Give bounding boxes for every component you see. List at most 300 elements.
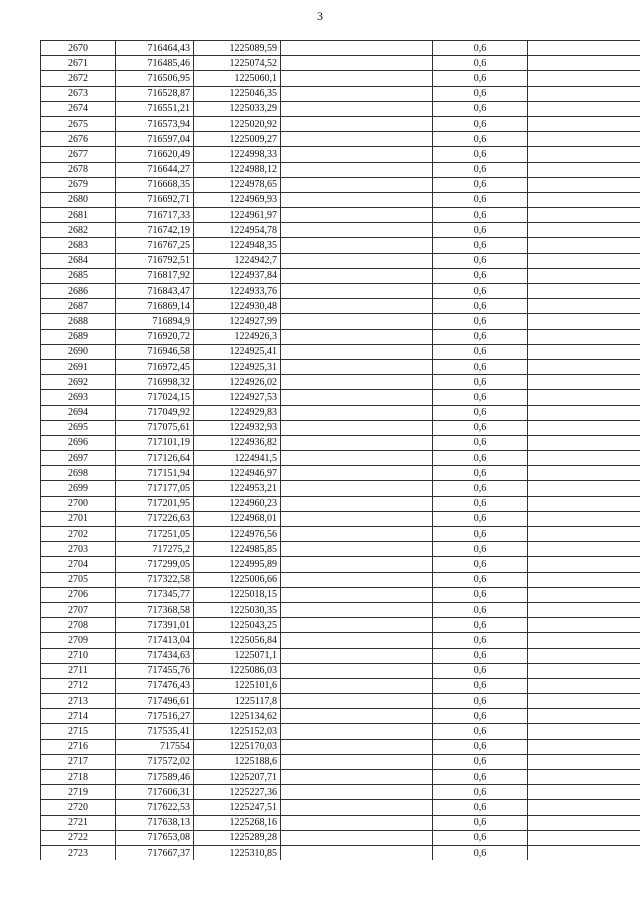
table-row (41, 101, 640, 116)
value-cell: 0,6 (433, 648, 528, 663)
empty-cell (528, 253, 640, 268)
x-coordinate-cell: 716946,58 (116, 344, 194, 359)
x-coordinate-cell: 717075,61 (116, 420, 194, 435)
x-coordinate-cell: 717251,05 (116, 527, 194, 542)
table-row (41, 56, 640, 71)
empty-cell (281, 845, 433, 860)
y-coordinate-cell: 1224953,21 (194, 481, 281, 496)
x-coordinate-cell: 716817,92 (116, 268, 194, 283)
value-cell: 0,6 (433, 754, 528, 769)
empty-cell (281, 192, 433, 207)
value-cell: 0,6 (433, 785, 528, 800)
value-cell: 0,6 (433, 527, 528, 542)
point-number-cell: 2698 (41, 466, 116, 481)
y-coordinate-cell: 1225152,03 (194, 724, 281, 739)
point-number-cell: 2682 (41, 223, 116, 238)
empty-cell (528, 466, 640, 481)
table-row (41, 830, 640, 845)
empty-cell (528, 177, 640, 192)
table-row (41, 800, 640, 815)
x-coordinate-cell: 717322,58 (116, 572, 194, 587)
value-cell: 0,6 (433, 451, 528, 466)
empty-cell (528, 238, 640, 253)
empty-cell (528, 754, 640, 769)
empty-cell (281, 754, 433, 769)
point-number-cell: 2678 (41, 162, 116, 177)
empty-cell (528, 284, 640, 299)
y-coordinate-cell: 1224976,56 (194, 527, 281, 542)
point-number-cell: 2686 (41, 284, 116, 299)
x-coordinate-cell: 717299,05 (116, 557, 194, 572)
empty-cell (281, 208, 433, 223)
value-cell: 0,6 (433, 557, 528, 572)
table-row (41, 177, 640, 192)
empty-cell (281, 770, 433, 785)
point-number-cell: 2703 (41, 542, 116, 557)
empty-cell (281, 299, 433, 314)
y-coordinate-cell: 1224942,7 (194, 253, 281, 268)
value-cell: 0,6 (433, 694, 528, 709)
empty-cell (281, 71, 433, 86)
table-row (41, 405, 640, 420)
table-row (41, 770, 640, 785)
table-row (41, 815, 640, 830)
point-number-cell: 2702 (41, 527, 116, 542)
empty-cell (281, 314, 433, 329)
y-coordinate-cell: 1225188,6 (194, 754, 281, 769)
y-coordinate-cell: 1225310,85 (194, 845, 281, 860)
point-number-cell: 2711 (41, 663, 116, 678)
value-cell: 0,6 (433, 390, 528, 405)
y-coordinate-cell: 1224954,78 (194, 223, 281, 238)
empty-cell (528, 739, 640, 754)
empty-cell (528, 648, 640, 663)
empty-cell (528, 527, 640, 542)
table-row (41, 678, 640, 693)
x-coordinate-cell: 716792,51 (116, 253, 194, 268)
y-coordinate-cell: 1225006,66 (194, 572, 281, 587)
point-number-cell: 2685 (41, 268, 116, 283)
value-cell: 0,6 (433, 633, 528, 648)
x-coordinate-cell: 717226,63 (116, 511, 194, 526)
empty-cell (528, 329, 640, 344)
x-coordinate-cell: 716506,95 (116, 71, 194, 86)
y-coordinate-cell: 1224960,23 (194, 496, 281, 511)
table-row (41, 162, 640, 177)
value-cell: 0,6 (433, 572, 528, 587)
x-coordinate-cell: 716597,04 (116, 132, 194, 147)
value-cell: 0,6 (433, 435, 528, 450)
empty-cell (528, 633, 640, 648)
empty-cell (528, 572, 640, 587)
x-coordinate-cell: 717024,15 (116, 390, 194, 405)
point-number-cell: 2680 (41, 192, 116, 207)
y-coordinate-cell: 1224932,93 (194, 420, 281, 435)
point-number-cell: 2677 (41, 147, 116, 162)
empty-cell (528, 709, 640, 724)
point-number-cell: 2674 (41, 101, 116, 116)
x-coordinate-cell: 717177,05 (116, 481, 194, 496)
empty-cell (528, 481, 640, 496)
value-cell: 0,6 (433, 815, 528, 830)
empty-cell (281, 223, 433, 238)
empty-cell (528, 132, 640, 147)
table-row (41, 754, 640, 769)
table-row (41, 527, 640, 542)
page-number: 3 (317, 9, 323, 23)
table-row (41, 587, 640, 602)
y-coordinate-cell: 1225170,03 (194, 739, 281, 754)
empty-cell (528, 147, 640, 162)
point-number-cell: 2721 (41, 815, 116, 830)
value-cell: 0,6 (433, 71, 528, 86)
value-cell: 0,6 (433, 177, 528, 192)
empty-cell (528, 496, 640, 511)
table-row (41, 208, 640, 223)
point-number-cell: 2706 (41, 587, 116, 602)
table-row (41, 663, 640, 678)
x-coordinate-cell: 717622,53 (116, 800, 194, 815)
y-coordinate-cell: 1224937,84 (194, 268, 281, 283)
empty-cell (528, 602, 640, 617)
point-number-cell: 2693 (41, 390, 116, 405)
empty-cell (528, 208, 640, 223)
empty-cell (281, 147, 433, 162)
empty-cell (528, 830, 640, 845)
value-cell: 0,6 (433, 284, 528, 299)
table-row (41, 41, 640, 56)
table-row (41, 284, 640, 299)
table-row (41, 845, 640, 860)
x-coordinate-cell: 716573,94 (116, 116, 194, 131)
value-cell: 0,6 (433, 344, 528, 359)
point-number-cell: 2694 (41, 405, 116, 420)
table-row (41, 86, 640, 101)
value-cell: 0,6 (433, 511, 528, 526)
table-row (41, 375, 640, 390)
x-coordinate-cell: 716668,35 (116, 177, 194, 192)
table-row (41, 694, 640, 709)
y-coordinate-cell: 1224925,31 (194, 359, 281, 374)
x-coordinate-cell: 717101,19 (116, 435, 194, 450)
y-coordinate-cell: 1225207,71 (194, 770, 281, 785)
y-coordinate-cell: 1225020,92 (194, 116, 281, 131)
empty-cell (528, 678, 640, 693)
y-coordinate-cell: 1224936,82 (194, 435, 281, 450)
table-row (41, 359, 640, 374)
empty-cell (528, 420, 640, 435)
x-coordinate-cell: 717151,94 (116, 466, 194, 481)
x-coordinate-cell: 716869,14 (116, 299, 194, 314)
value-cell: 0,6 (433, 602, 528, 617)
x-coordinate-cell: 716717,33 (116, 208, 194, 223)
point-number-cell: 2687 (41, 299, 116, 314)
value-cell: 0,6 (433, 86, 528, 101)
value-cell: 0,6 (433, 420, 528, 435)
empty-cell (281, 633, 433, 648)
empty-cell (281, 678, 433, 693)
value-cell: 0,6 (433, 830, 528, 845)
empty-cell (281, 359, 433, 374)
empty-cell (528, 390, 640, 405)
empty-cell (528, 618, 640, 633)
point-number-cell: 2689 (41, 329, 116, 344)
x-coordinate-cell: 717606,31 (116, 785, 194, 800)
x-coordinate-cell: 716528,87 (116, 86, 194, 101)
x-coordinate-cell: 716894,9 (116, 314, 194, 329)
empty-cell (281, 572, 433, 587)
point-number-cell: 2676 (41, 132, 116, 147)
y-coordinate-cell: 1224988,12 (194, 162, 281, 177)
empty-cell (281, 329, 433, 344)
value-cell: 0,6 (433, 329, 528, 344)
coordinates-table-body (41, 41, 640, 861)
value-cell: 0,6 (433, 375, 528, 390)
empty-cell (281, 557, 433, 572)
x-coordinate-cell: 717345,77 (116, 587, 194, 602)
point-number-cell: 2690 (41, 344, 116, 359)
value-cell: 0,6 (433, 208, 528, 223)
empty-cell (528, 770, 640, 785)
x-coordinate-cell: 716843,47 (116, 284, 194, 299)
value-cell: 0,6 (433, 663, 528, 678)
empty-cell (281, 694, 433, 709)
table-row (41, 724, 640, 739)
table-row (41, 390, 640, 405)
table-row (41, 223, 640, 238)
y-coordinate-cell: 1225009,27 (194, 132, 281, 147)
y-coordinate-cell: 1224985,85 (194, 542, 281, 557)
point-number-cell: 2723 (41, 845, 116, 860)
empty-cell (281, 602, 433, 617)
empty-cell (281, 451, 433, 466)
empty-cell (281, 709, 433, 724)
table-row (41, 238, 640, 253)
x-coordinate-cell: 717638,13 (116, 815, 194, 830)
y-coordinate-cell: 1224978,65 (194, 177, 281, 192)
x-coordinate-cell: 717049,92 (116, 405, 194, 420)
empty-cell (528, 268, 640, 283)
value-cell: 0,6 (433, 223, 528, 238)
table-row (41, 648, 640, 663)
value-cell: 0,6 (433, 405, 528, 420)
y-coordinate-cell: 1224998,33 (194, 147, 281, 162)
table-row (41, 451, 640, 466)
x-coordinate-cell: 716464,43 (116, 41, 194, 56)
y-coordinate-cell: 1224926,3 (194, 329, 281, 344)
point-number-cell: 2716 (41, 739, 116, 754)
y-coordinate-cell: 1225101,6 (194, 678, 281, 693)
value-cell: 0,6 (433, 496, 528, 511)
x-coordinate-cell: 716692,71 (116, 192, 194, 207)
y-coordinate-cell: 1225227,36 (194, 785, 281, 800)
x-coordinate-cell: 716551,21 (116, 101, 194, 116)
point-number-cell: 2691 (41, 359, 116, 374)
empty-cell (528, 56, 640, 71)
empty-cell (281, 785, 433, 800)
y-coordinate-cell: 1225071,1 (194, 648, 281, 663)
table-row (41, 314, 640, 329)
table-row (41, 299, 640, 314)
value-cell: 0,6 (433, 770, 528, 785)
y-coordinate-cell: 1225033,29 (194, 101, 281, 116)
y-coordinate-cell: 1224961,97 (194, 208, 281, 223)
empty-cell (281, 132, 433, 147)
empty-cell (281, 466, 433, 481)
table-row (41, 618, 640, 633)
table-row (41, 329, 640, 344)
point-number-cell: 2679 (41, 177, 116, 192)
point-number-cell: 2705 (41, 572, 116, 587)
x-coordinate-cell: 717572,02 (116, 754, 194, 769)
empty-cell (528, 542, 640, 557)
empty-cell (281, 527, 433, 542)
empty-cell (528, 314, 640, 329)
y-coordinate-cell: 1225074,52 (194, 56, 281, 71)
empty-cell (528, 71, 640, 86)
point-number-cell: 2681 (41, 208, 116, 223)
empty-cell (528, 724, 640, 739)
empty-cell (528, 587, 640, 602)
value-cell: 0,6 (433, 724, 528, 739)
point-number-cell: 2713 (41, 694, 116, 709)
table-row (41, 344, 640, 359)
empty-cell (281, 177, 433, 192)
empty-cell (281, 724, 433, 739)
value-cell: 0,6 (433, 238, 528, 253)
empty-cell (281, 648, 433, 663)
table-row (41, 709, 640, 724)
table-row (41, 466, 640, 481)
y-coordinate-cell: 1224927,53 (194, 390, 281, 405)
x-coordinate-cell: 716972,45 (116, 359, 194, 374)
empty-cell (528, 785, 640, 800)
y-coordinate-cell: 1224925,41 (194, 344, 281, 359)
value-cell: 0,6 (433, 41, 528, 56)
value-cell: 0,6 (433, 299, 528, 314)
empty-cell (281, 587, 433, 602)
table-row (41, 268, 640, 283)
y-coordinate-cell: 1225117,8 (194, 694, 281, 709)
point-number-cell: 2683 (41, 238, 116, 253)
empty-cell (281, 253, 433, 268)
y-coordinate-cell: 1224933,76 (194, 284, 281, 299)
value-cell: 0,6 (433, 800, 528, 815)
x-coordinate-cell: 717413,04 (116, 633, 194, 648)
table-row (41, 132, 640, 147)
value-cell: 0,6 (433, 268, 528, 283)
y-coordinate-cell: 1224946,97 (194, 466, 281, 481)
empty-cell (281, 405, 433, 420)
empty-cell (281, 815, 433, 830)
point-number-cell: 2720 (41, 800, 116, 815)
value-cell: 0,6 (433, 56, 528, 71)
y-coordinate-cell: 1225289,28 (194, 830, 281, 845)
x-coordinate-cell: 716644,27 (116, 162, 194, 177)
table-row (41, 192, 640, 207)
x-coordinate-cell: 717368,58 (116, 602, 194, 617)
point-number-cell: 2707 (41, 602, 116, 617)
empty-cell (528, 694, 640, 709)
empty-cell (281, 830, 433, 845)
y-coordinate-cell: 1225089,59 (194, 41, 281, 56)
x-coordinate-cell: 717201,95 (116, 496, 194, 511)
point-number-cell: 2696 (41, 435, 116, 450)
value-cell: 0,6 (433, 678, 528, 693)
empty-cell (281, 101, 433, 116)
point-number-cell: 2722 (41, 830, 116, 845)
x-coordinate-cell: 717589,46 (116, 770, 194, 785)
y-coordinate-cell: 1225056,84 (194, 633, 281, 648)
empty-cell (281, 268, 433, 283)
empty-cell (528, 86, 640, 101)
empty-cell (281, 496, 433, 511)
x-coordinate-cell: 717516,27 (116, 709, 194, 724)
value-cell: 0,6 (433, 253, 528, 268)
table-row (41, 116, 640, 131)
empty-cell (281, 511, 433, 526)
y-coordinate-cell: 1224968,01 (194, 511, 281, 526)
y-coordinate-cell: 1225134,62 (194, 709, 281, 724)
empty-cell (281, 739, 433, 754)
point-number-cell: 2709 (41, 633, 116, 648)
empty-cell (281, 435, 433, 450)
point-number-cell: 2701 (41, 511, 116, 526)
empty-cell (528, 557, 640, 572)
table-row (41, 496, 640, 511)
table-row (41, 542, 640, 557)
value-cell: 0,6 (433, 314, 528, 329)
y-coordinate-cell: 1224930,48 (194, 299, 281, 314)
empty-cell (528, 359, 640, 374)
empty-cell (528, 405, 640, 420)
empty-cell (528, 375, 640, 390)
empty-cell (528, 223, 640, 238)
x-coordinate-cell: 717535,41 (116, 724, 194, 739)
point-number-cell: 2697 (41, 451, 116, 466)
y-coordinate-cell: 1225086,03 (194, 663, 281, 678)
empty-cell (528, 845, 640, 860)
empty-cell (281, 116, 433, 131)
point-number-cell: 2675 (41, 116, 116, 131)
table-row (41, 71, 640, 86)
empty-cell (281, 86, 433, 101)
y-coordinate-cell: 1224929,83 (194, 405, 281, 420)
y-coordinate-cell: 1225018,15 (194, 587, 281, 602)
point-number-cell: 2714 (41, 709, 116, 724)
value-cell: 0,6 (433, 147, 528, 162)
y-coordinate-cell: 1225247,51 (194, 800, 281, 815)
empty-cell (281, 481, 433, 496)
value-cell: 0,6 (433, 192, 528, 207)
y-coordinate-cell: 1225268,16 (194, 815, 281, 830)
empty-cell (528, 511, 640, 526)
table-row (41, 420, 640, 435)
value-cell: 0,6 (433, 162, 528, 177)
empty-cell (528, 663, 640, 678)
y-coordinate-cell: 1224927,99 (194, 314, 281, 329)
point-number-cell: 2712 (41, 678, 116, 693)
empty-cell (528, 41, 640, 56)
x-coordinate-cell: 716742,19 (116, 223, 194, 238)
x-coordinate-cell: 717455,76 (116, 663, 194, 678)
table-row (41, 557, 640, 572)
x-coordinate-cell: 717126,64 (116, 451, 194, 466)
point-number-cell: 2671 (41, 56, 116, 71)
value-cell: 0,6 (433, 466, 528, 481)
empty-cell (281, 618, 433, 633)
table-row (41, 572, 640, 587)
